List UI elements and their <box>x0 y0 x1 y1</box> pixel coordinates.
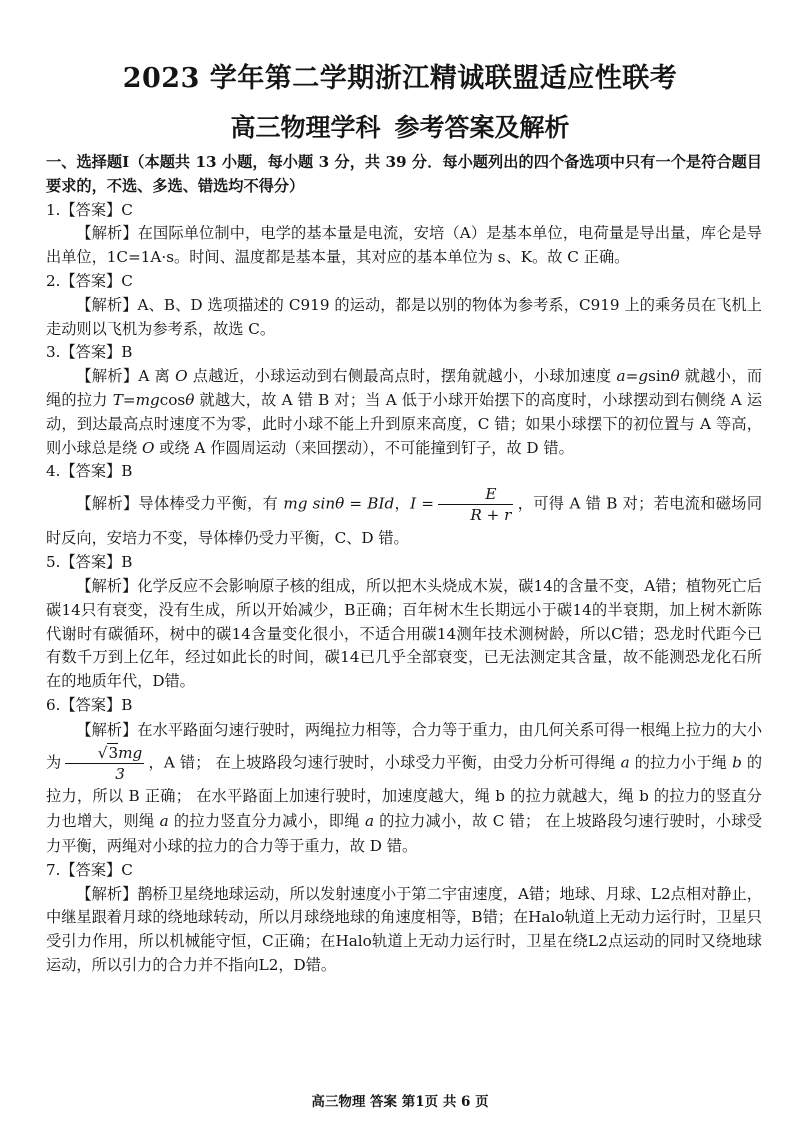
analysis-text: 的拉力，所以 B 正确； 在水平路面上加速行驶时，加速度越大，绳 b 的拉力就越大，绳 b 的拉力的竖直分力也增大，则绳 <box>46 753 763 830</box>
fraction-numerator: E <box>438 484 513 505</box>
formula-force-balance: mg sinθ = BId <box>283 494 395 513</box>
formula-current-lhs: I = <box>410 494 434 513</box>
analysis-q5: 【解析】化学反应不会影响原子核的组成，所以把木头烧成木炭，碳14的含量不变，A错；植物死亡后碳14只有衰变，没有生成，所以开始减少，B正确；百年树木生长期远小于碳14的半衰期，加上树木新陈代谢时有碳循环，树中的碳14含量变化很小，不适合用碳14测年技术测树龄，所以C错；恐龙时代距今已有数千万到上亿年，经过如此长的时间，碳14已几乎全部衰变，已无法测定其含量，故不能测恐龙化石所在的地质年代，D错。 <box>46 576 762 691</box>
analysis-text: 【解析】A 离 <box>76 367 176 386</box>
subtitle-heading: 参考答案及解析 <box>394 113 570 142</box>
analysis-text: ，A 错； 在上坡路段匀速行驶时，小球受力平衡，由受力分析可得绳 <box>148 753 621 772</box>
analysis-q3 <box>46 365 762 460</box>
sqrt-radicand: 3 <box>108 743 119 762</box>
symbol-rope-a: a <box>364 811 374 830</box>
symbol-o: O <box>141 438 155 457</box>
section-heading: 一、选择题Ⅰ（本题共 13 小题，每小题 3 分，共 39 分．每小题列出的四个备选项中只有一个是符合题目要求的，不选、多选、错选均不得分） <box>46 153 762 195</box>
formula-acceleration: a=g <box>616 367 649 386</box>
analysis-text: 就越大，故 A 错 B 对；当 A 低于小球开始摆下的高度时，小球摆动到右侧绕 A 运动，到达最高点时速度不为零，此时小球不能上升到原来高度，C 错；如果小球摆下的初位置与 A 等高，则小球总是绕 <box>46 390 763 457</box>
symbol-o: O <box>175 367 188 386</box>
fraction-denominator: 3 <box>115 764 125 783</box>
analysis-q7: 【解析】鹊桥卫星绕地球运动，所以发射速度小于第二宇宙速度，A错；地球、月球、L2点相对静止，中继星跟着月球的绕地球转动，所以月球绕地球的角速度相等，B错；在Halo轨道上无动力运行时，卫星只受引力作用，所以机械能守恒，C正确；在Halo轨道上无动力运行时，卫星在绕L2点运动的同时又绕地球运动，所以引力的合力并不指向L2，D错。 <box>46 884 762 974</box>
formula-tension: T=mg <box>112 390 160 409</box>
analysis-text: cos <box>159 390 186 409</box>
analysis-text: 或绕 A 作圆周运动（来回摆动），不可能撞到钉子，故 D 错。 <box>154 438 574 457</box>
analysis-text: 就越小，而绳的拉力 <box>46 367 763 409</box>
analysis-text: 点越近，小球运动到右侧最高点时，摆角就越小，小球加速度 <box>187 367 617 386</box>
page-footer: 高三物理 答案 第1页 共 6 页 <box>311 1094 489 1110</box>
document-title: 2023 学年第二学期浙江精诚联盟适应性联考 <box>122 63 678 94</box>
symbol-rope-a: a <box>620 753 630 772</box>
analysis-text: 的拉力小于绳 <box>629 753 733 772</box>
fraction-denominator: R + r <box>470 506 512 525</box>
formula-current-fraction <box>438 484 513 525</box>
fraction-numerator <box>65 743 144 764</box>
analysis-q1: 【解析】在国际单位制中，电学的基本量是电流，安培（A）是基本单位，电荷量是导出量，库仑是导出单位，1C=1A·s。时间、温度都是基本量，其对应的基本单位为 s、K。故 C 正确。 <box>46 224 762 267</box>
answer-line-q5: 5.【答案】B <box>46 553 133 572</box>
subtitle-subject: 高三物理学科 <box>230 113 381 142</box>
sqrt-symbol: √3 <box>97 743 119 762</box>
symbol-theta: θ <box>185 390 195 409</box>
answer-content <box>46 151 762 978</box>
document-subtitle <box>0 108 800 144</box>
analysis-q6 <box>46 718 762 859</box>
answer-line-q7: 7.【答案】C <box>46 860 133 879</box>
analysis-text: ，可得 A 错 B 对；若电流和磁场同时反向，安培力不变，导体棒仍受力平衡，C、D 错。 <box>46 494 763 548</box>
symbol-theta: θ <box>670 367 680 386</box>
symbol-rope-a: a <box>159 811 169 830</box>
answer-line-q2: 2.【答案】C <box>46 271 133 290</box>
answer-line-q6: 6.【答案】B <box>46 695 133 714</box>
analysis-text: 【解析】导体棒受力平衡，有 <box>76 494 284 513</box>
formula-tension-fraction <box>65 743 144 784</box>
answer-line-q3: 3.【答案】B <box>46 343 133 362</box>
answer-line-q1: 1.【答案】C <box>46 200 133 219</box>
analysis-text: 的拉力竖直分力减小，即绳 <box>168 811 365 830</box>
analysis-q2: 【解析】A、B、D 选项描述的 C919 的运动，都是以别的物体为参考系，C919 上的乘务员在飞机上走动则以飞机为参考系，故选 C。 <box>46 295 762 338</box>
analysis-text: 【解析】在水平路面匀速行驶时，两绳拉力相等，合力等于重力，由几何关系可得一根绳上拉力的大小为 <box>46 720 762 772</box>
symbol-rope-b: b <box>732 753 742 772</box>
answer-line-q4: 4.【答案】B <box>46 462 133 481</box>
analysis-text: 的拉力减小，故 C 错； 在上坡路段匀速行驶时，小球受力平衡，两绳对小球的拉力的合力等于重力，故 D 错。 <box>46 811 762 855</box>
analysis-text: sin <box>648 367 671 386</box>
fraction-numerator-rest: mg <box>118 743 143 762</box>
analysis-q4: 【解析】导体棒受力平衡，有 mg sinθ = BId，I = $\frac{E}{R + r}$ ，可得 A 错 B 对；若电流和磁场同时反向，安培力不变，导体棒仍受力平衡，C、D 错。 <box>46 485 763 548</box>
